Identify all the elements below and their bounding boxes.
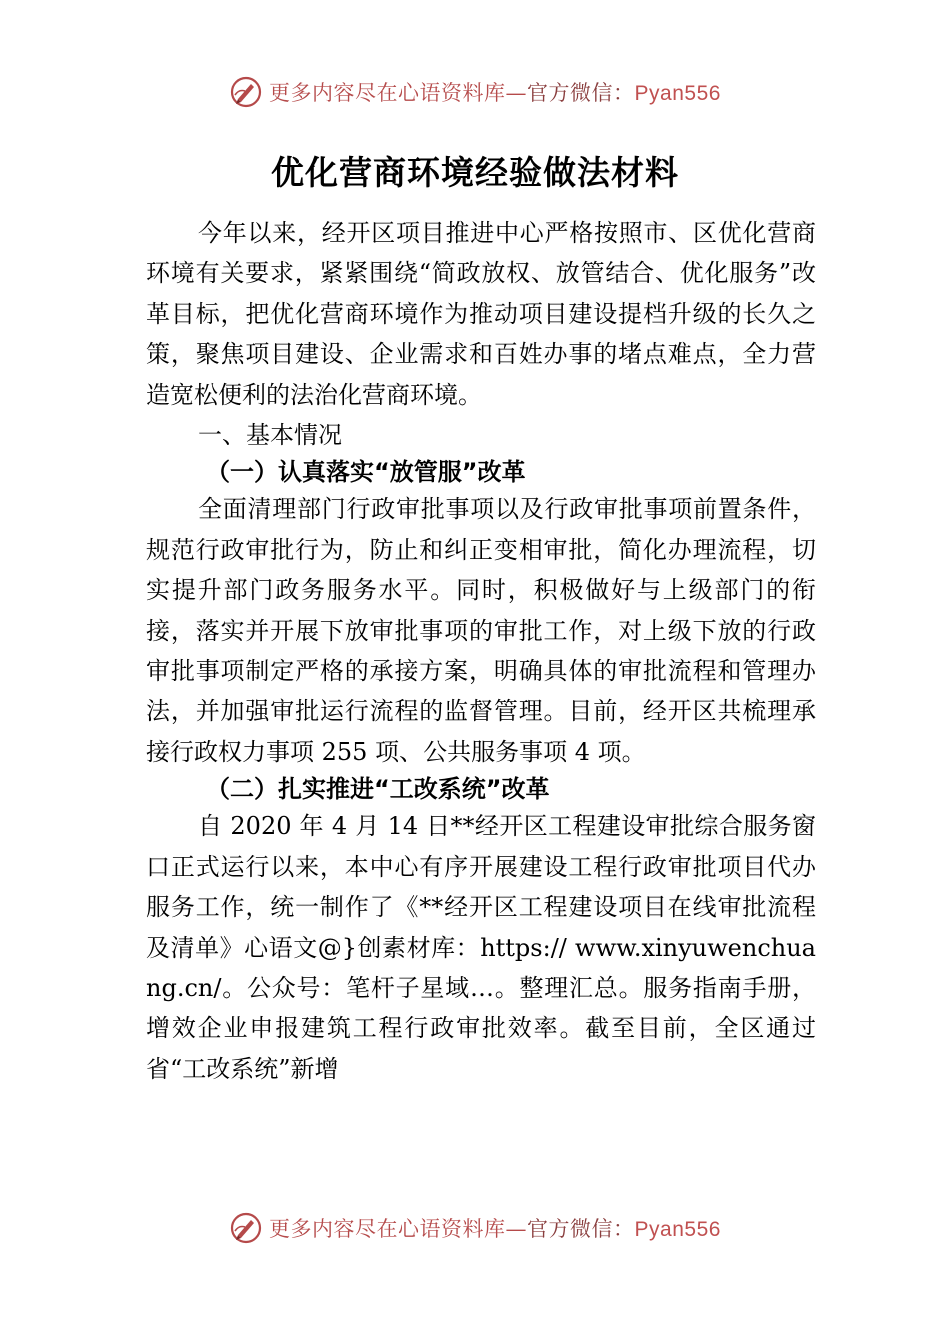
footer-watermark: [0, 1208, 950, 1248]
paragraph-1: 全面清理部门行政审批事项以及行政审批事项前置条件，规范行政审批行为，防止和纠正变相审批，简化办理流程，切实提升部门政务服务水平。同时，积极做好与上级部门的衔接，落实并开展下放审批事项的审批工作，对上级下放的行政审批事项制定严格的承接方案，明确具体的审批流程和管理办法，并加强审批运行流程的监督管理。目前，经开区共梳理承接行政权力事项 255 项、公共服务事项 4 项。: [146, 495, 816, 766]
pen-logo-icon: [229, 75, 263, 109]
document-title: 优化营商环境经验做法材料: [271, 153, 679, 192]
subsection-heading-1: （一）认真落实“放管服”改革: [206, 458, 526, 487]
intro-paragraph: 今年以来，经开区项目推进中心严格按照市、区优化营商环境有关要求，紧紧围绕“简政放权、放管结合、优化服务”改革目标，把优化营商环境作为推动项目建设提档升级的长久之策，聚焦项目建设、企业需求和百姓办事的堵点难点，全力营造宽松便利的法治化营商环境。: [146, 219, 816, 409]
watermark-text: 更多内容尽在心语资料库—官方微信：Pyan556: [269, 1217, 721, 1241]
header-watermark: [0, 72, 950, 112]
pen-logo-icon: [229, 1211, 263, 1245]
section-heading-basic: 一、基本情况: [198, 421, 342, 450]
watermark-text: 更多内容尽在心语资料库—官方微信：Pyan556: [269, 81, 721, 105]
paragraph-2: 自 2020 年 4 月 14 日**经开区工程建设审批综合服务窗口正式运行以来，本中心有序开展建设工程行政审批项目代办服务工作，统一制作了《**经开区工程建设项目在线审批流程及清单》心语文@}创素材库：https:// www.xinyuwenchuang.cn/。公众号：笔杆子星域…。整理汇总。服务指南手册，增效企业申报建筑工程行政审批效率。截至目前，全区通过省“工改系统”新增: [146, 812, 816, 1083]
subsection-heading-2: （二）扎实推进“工改系统”改革: [206, 775, 550, 804]
document-body: [146, 213, 816, 1089]
